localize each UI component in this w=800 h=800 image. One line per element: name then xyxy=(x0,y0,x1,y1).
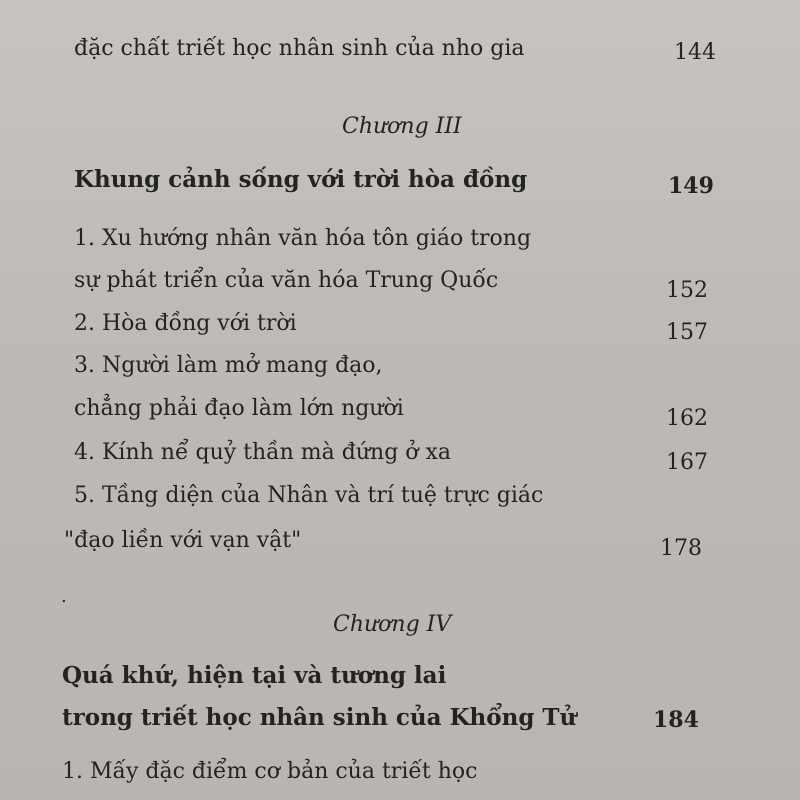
chapter-3-title: Khung cảnh sống với trời hòa đồng xyxy=(74,166,528,193)
toc-item-1-line1: 1. Xu hướng nhân văn hóa tôn giáo trong xyxy=(74,226,532,251)
toc-item-5-line1: 5. Tầng diện của Nhân và trí tuệ trực giác xyxy=(74,483,544,508)
toc-item-3-page: 162 xyxy=(666,406,708,431)
toc-prev-page: 144 xyxy=(674,40,716,65)
toc-item-4-page: 167 xyxy=(666,450,708,475)
toc-item-4-line1: 4. Kính nể quỷ thần mà đứng ở xa xyxy=(74,440,452,465)
toc-item-1-page: 152 xyxy=(666,278,708,303)
toc-ch4-item-1-line1: 1. Mấy đặc điểm cơ bản của triết học xyxy=(62,759,478,784)
chapter-3-label: Chương III xyxy=(342,114,462,139)
chapter-4-title-line1: Quá khứ, hiện tại và tương lai xyxy=(62,662,447,689)
chapter-4-label: Chương IV xyxy=(333,612,452,637)
chapter-4-page: 184 xyxy=(653,707,699,733)
toc-prev-line: đặc chất triết học nhân sinh của nho gia xyxy=(74,36,525,61)
toc-item-3-line2: chẳng phải đạo làm lớn người xyxy=(74,396,404,421)
toc-item-1-line2: sự phát triển của văn hóa Trung Quốc xyxy=(74,268,499,293)
stray-dot-mark: . xyxy=(61,586,67,607)
toc-item-5-line2: "đạo liền với vạn vật" xyxy=(64,528,302,553)
toc-item-2-page: 157 xyxy=(666,320,708,345)
chapter-4-title-line2: trong triết học nhân sinh của Khổng Tử xyxy=(62,704,577,731)
toc-item-5-page: 178 xyxy=(660,536,702,561)
toc-item-2-line1: 2. Hòa đồng với trời xyxy=(74,311,297,336)
chapter-3-page: 149 xyxy=(668,173,714,199)
toc-item-3-line1: 3. Người làm mở mang đạo, xyxy=(74,353,383,378)
